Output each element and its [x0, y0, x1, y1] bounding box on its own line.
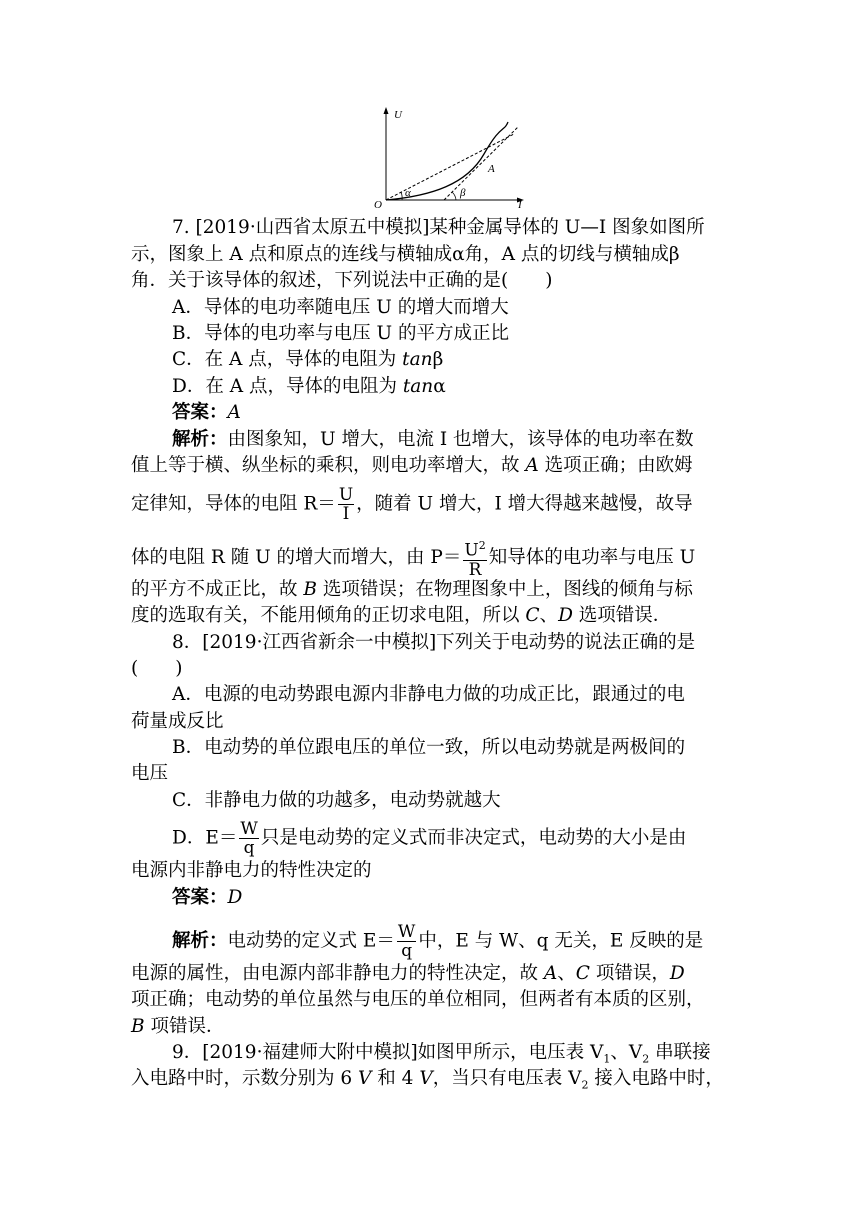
subscript: 2: [581, 1078, 589, 1092]
fraction-numerator: [463, 537, 486, 561]
option-ref: B: [131, 1016, 145, 1037]
option-text: C．非静电力做的功越多，电动势就越大: [172, 790, 501, 811]
q8-explanation-4: [131, 1014, 225, 1040]
option-text: A．导体的电功率随电压 U 的增大而增大: [172, 297, 509, 318]
explanation-text: ，随着 U 增大，I 增大得越来越慢，故导: [356, 493, 693, 515]
explanation-text: 度的选取有关，不能用倾角的正切求电阻，所以: [131, 605, 526, 626]
explanation-text: 体的电阻 R 随 U 的增大而增大，由 P＝: [131, 546, 462, 568]
fraction-u2-over-r: [463, 537, 486, 579]
option-text: 电源内非静电力的特性决定的: [131, 860, 372, 881]
beta-label: β: [460, 187, 466, 199]
explanation-text: 项错误．: [144, 1016, 225, 1037]
beta-text: β: [432, 349, 444, 370]
q9-stem-text: 、V: [610, 1042, 643, 1063]
q7-explanation-6: [131, 603, 671, 629]
q8-option-d: [172, 820, 686, 857]
explanation-text: 的平方不成正比，故: [131, 579, 304, 600]
tan-text: tan: [402, 349, 433, 370]
subscript: 1: [603, 1052, 611, 1066]
q8-option-a: [172, 682, 685, 708]
origin-label: O: [374, 199, 382, 208]
q8-option-b-cont: [131, 761, 168, 787]
q8-explanation-2: [131, 961, 685, 987]
q8-line-1: [172, 630, 695, 656]
q7-stem-text: 7. [2019·山西省太原五中模拟]某种金属导体的 U—I 图象如图所: [172, 217, 705, 238]
explanation-text: 值上等于横、纵坐标的乘积，则电功率增大，故: [131, 455, 526, 476]
q7-explanation-1: [172, 427, 694, 453]
subscript: 2: [642, 1052, 650, 1066]
fraction-denominator: R: [468, 559, 482, 580]
explanation-text: 选项正确；由欧姆: [538, 455, 693, 476]
q7-answer: [172, 400, 241, 426]
option-text: D．在 A 点，导体的电阻为: [172, 376, 403, 397]
unit-text: V: [358, 1068, 372, 1089]
option-text: 电压: [131, 763, 169, 784]
q7-option-c: [172, 347, 443, 373]
q9-stem-text: 串联接: [649, 1042, 711, 1063]
fraction-w-over-q: [239, 820, 258, 857]
q8-explanation-3: [131, 987, 705, 1013]
option-ref: C: [525, 605, 540, 626]
explanation-text: 由图象知，U 增大，电流 I 也增大，该导体的电功率在数: [227, 429, 694, 450]
q9-stem-text: 接入电路中时，: [588, 1068, 724, 1089]
fraction-numerator: W: [240, 819, 258, 839]
option-text: 荷量成反比: [131, 711, 224, 732]
q7-explanation-3: [131, 486, 693, 523]
q8-option-a-cont: [131, 709, 224, 735]
q7-option-a: [172, 295, 509, 321]
tan-text: tan: [402, 376, 434, 397]
q8-option-b: [172, 735, 685, 761]
option-ref: A: [525, 455, 539, 476]
q7-option-d: [172, 374, 446, 400]
option-ref: B: [303, 579, 317, 600]
q7-line-1: [172, 215, 705, 241]
explanation-text: 项正确；电动势的单位虽然与电压的单位相同，但两者有本质的区别，: [131, 989, 705, 1010]
option-text: 只是电动势的定义式而非决定式，电动势的大小是由: [260, 827, 687, 849]
q7-stem-text: 角．关于该导体的叙述，下列说法中正确的是( ): [131, 270, 553, 291]
u-axis-label: U: [394, 109, 402, 121]
explanation-text: 知导体的电功率与电压 U: [488, 546, 696, 568]
q7-option-b: [172, 321, 509, 347]
option-text: A．电源的电动势跟电源内非静电力做的功成正比，跟通过的电: [172, 684, 685, 705]
q7-line-2: [131, 242, 680, 268]
unit-text: V: [419, 1068, 433, 1089]
explanation-text: 电动势的定义式 E＝: [227, 930, 395, 952]
separator: 、: [557, 963, 576, 984]
q8-answer: [172, 885, 242, 911]
q9-stem-text: 入电路中时，示数分别为 6: [131, 1068, 359, 1089]
explanation-label: 解析：: [172, 930, 228, 952]
option-ref: D: [558, 605, 573, 626]
fraction-u-over-i: [338, 486, 354, 523]
explanation-text: 定律知，导体的电阻 R＝: [131, 493, 336, 515]
q8-option-c: [172, 788, 501, 814]
answer-value: A: [227, 402, 241, 423]
separator: 、: [539, 605, 559, 626]
q7-explanation-4: [131, 537, 695, 579]
fraction-w-over-q: [397, 923, 416, 960]
option-text: C．在 A 点，导体的电阻为: [172, 349, 403, 370]
q7-explanation-2: [131, 453, 693, 479]
i-axis-label: I: [518, 199, 522, 208]
explanation-text: 项错误，: [589, 963, 670, 984]
u-i-graph: [372, 104, 532, 208]
fraction-denominator: I: [342, 504, 350, 524]
q7-stem-text: 示，图象上 A 点和原点的连线与横轴成α角，A 点的切线与横轴成β: [131, 244, 680, 265]
alpha-label: α: [405, 187, 411, 199]
explanation-text: 电源的属性，由电源内部非静电力的特性决定，故: [131, 963, 544, 984]
q7-explanation-5: [131, 577, 693, 603]
option-ref: D: [669, 963, 685, 984]
option-ref: A: [543, 963, 558, 984]
answer-label: 答案：: [172, 402, 228, 423]
q8-stem-text: ( ): [131, 658, 183, 679]
explanation-text: 选项错误．: [572, 605, 672, 626]
option-text: B．导体的电功率与电压 U 的平方成正比: [172, 323, 509, 344]
option-ref: C: [575, 963, 590, 984]
fraction-denominator: q: [243, 838, 255, 858]
option-text: B．电动势的单位跟电压的单位一致，所以电动势就是两极间的: [172, 737, 686, 758]
answer-label: 答案：: [172, 887, 228, 908]
numerator-base: U: [464, 540, 479, 561]
q8-line-2: [131, 656, 182, 682]
fraction-numerator: W: [397, 922, 416, 942]
option-text: D．E＝: [172, 827, 238, 849]
u-axis-arrow: [384, 107, 389, 114]
q7-line-3: [131, 268, 552, 294]
q9-stem-text: ，当只有电压表 V: [432, 1068, 582, 1089]
q9-line-2: [131, 1066, 724, 1099]
fraction-denominator: q: [401, 941, 413, 961]
beta-arc: [452, 192, 456, 200]
fraction-numerator: U: [338, 485, 354, 505]
explanation-label: 解析：: [172, 429, 228, 450]
explanation-text: 选项错误；在物理图象中上，图线的倾角与标: [317, 579, 693, 600]
explanation-text: 中，E 与 W、q 无关，E 反映的是: [418, 930, 704, 952]
q8-stem-text: 8．[2019·江西省新余一中模拟]下列关于电动势的说法正确的是: [172, 632, 696, 653]
q8-option-d-cont: [131, 858, 372, 884]
q9-stem-text: 9．[2019·福建师大附中模拟]如图甲所示，电压表 V: [172, 1042, 604, 1063]
q9-stem-text: 和 4: [371, 1068, 420, 1089]
answer-value: D: [227, 887, 243, 908]
exponent: 2: [478, 539, 486, 552]
point-a-label: A: [488, 163, 495, 175]
alpha-text: α: [433, 376, 446, 397]
q8-explanation-1: [172, 923, 703, 960]
